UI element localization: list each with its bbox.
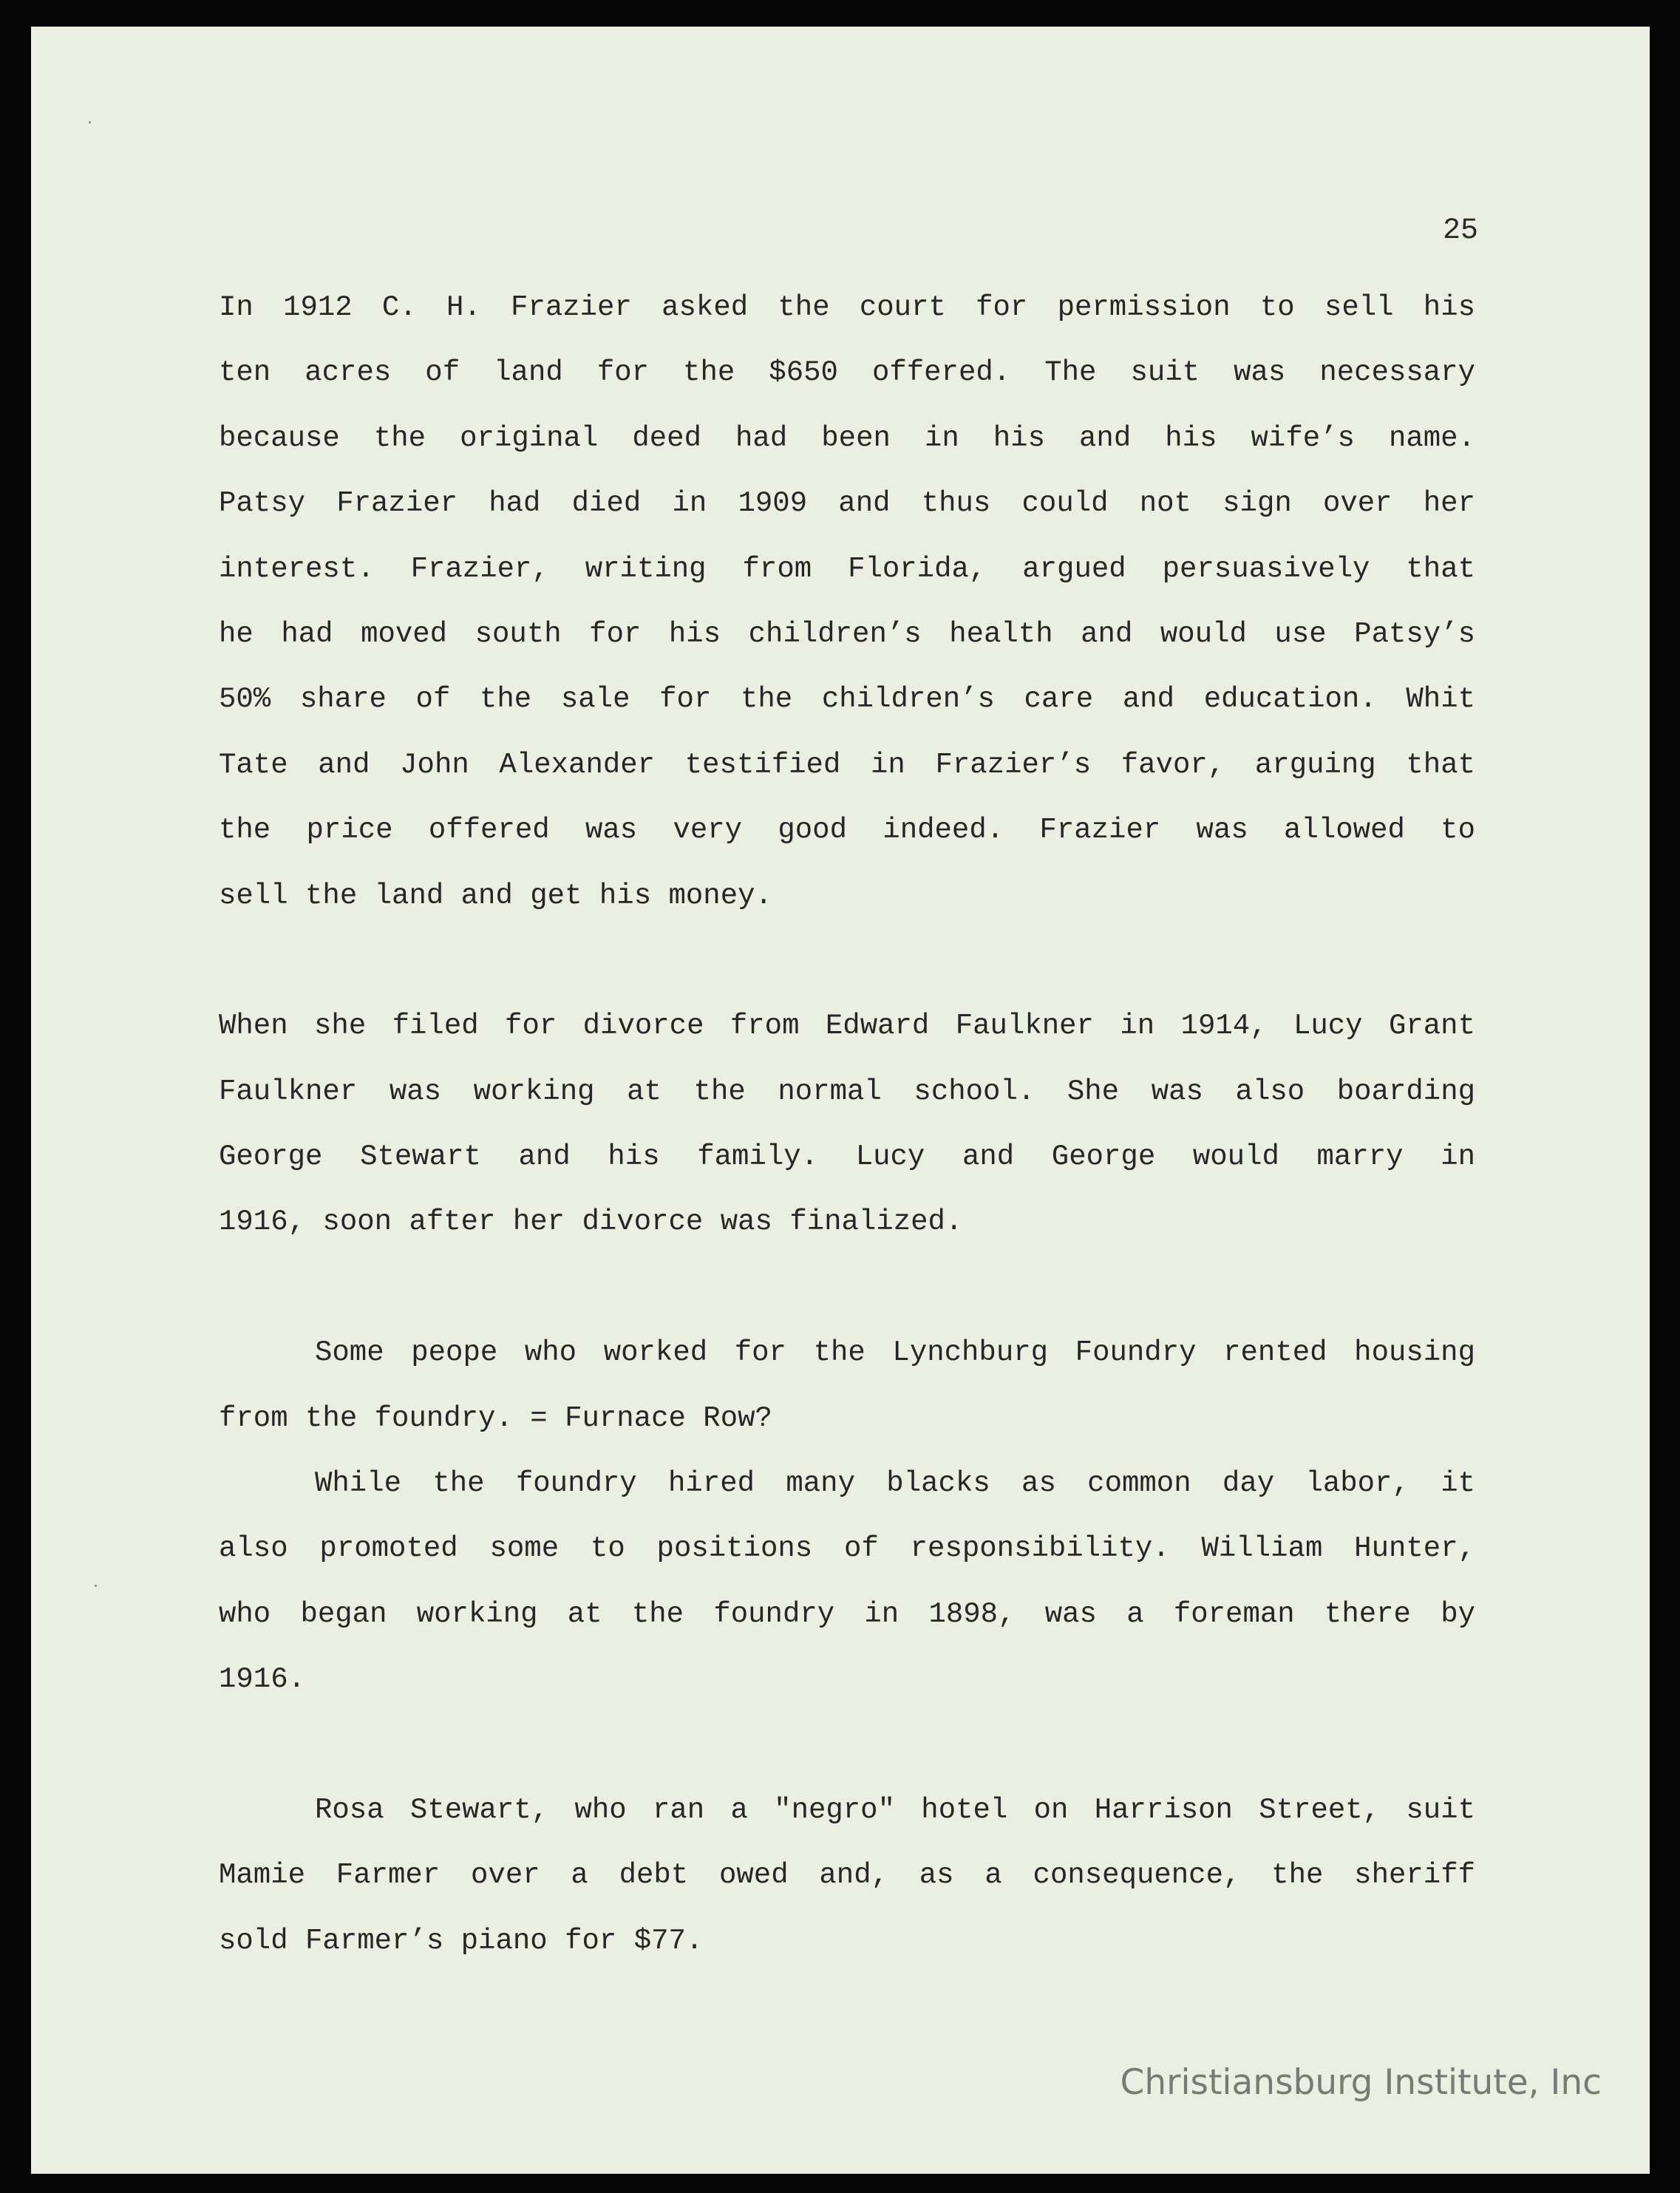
text-line: sell the land and get his money.	[219, 879, 772, 912]
text-line: Faulkner was working at the normal school. She was also boarding	[219, 1075, 1475, 1108]
paragraph-frazier	[219, 275, 1475, 928]
paper-speck	[89, 121, 91, 123]
text-line: In 1912 C. H. Frazier asked the court for permission to sell his	[219, 291, 1475, 324]
text-line: Rosa Stewart, who ran a "negro" hotel on Harrison Street, suit	[315, 1793, 1475, 1826]
paragraph-stewart-hotel	[219, 1778, 1475, 1973]
text-line: interest. Frazier, writing from Florida, argued persuasively that	[219, 552, 1475, 585]
text-line: also promoted some to positions of responsibility. William Hunter,	[219, 1532, 1475, 1565]
text-line: the price offered was very good indeed. Frazier was allowed to	[219, 814, 1475, 847]
text-line: Mamie Farmer over a debt owed and, as a consequence, the sheriff	[219, 1859, 1475, 1892]
paragraph-foundry-housing	[219, 1320, 1475, 1451]
text-line: ten acres of land for the $650 offered. The suit was necessary	[219, 356, 1475, 390]
text-line: because the original deed had been in his and his wife’s name.	[219, 421, 1475, 455]
paragraph-foundry-labor	[219, 1451, 1475, 1713]
text-line: Some peope who worked for the Lynchburg Foundry rented housing	[315, 1336, 1475, 1370]
paper-speck	[95, 1585, 97, 1587]
text-line: George Stewart and his family. Lucy and George would marry in	[219, 1140, 1475, 1174]
text-line: sold Farmer’s piano for $77.	[219, 1924, 704, 1957]
text-line: Patsy Frazier had died in 1909 and thus could not sign over her	[219, 487, 1475, 520]
paragraph-faulkner	[219, 993, 1475, 1255]
text-line: When she filed for divorce from Edward Faulkner in 1914, Lucy Grant	[219, 1010, 1475, 1043]
text-line: he had moved south for his children’s health and would use Patsy’s	[219, 617, 1475, 650]
document-body	[219, 275, 1475, 1973]
watermark: Christiansburg Institute, Inc	[1120, 2062, 1602, 2103]
text-line: 50% share of the sale for the children’s care and education. Whit	[219, 683, 1475, 716]
text-line: Tate and John Alexander testified in Frazier’s favor, arguing that	[219, 748, 1475, 781]
text-line: 1916.	[219, 1663, 306, 1696]
page-number: 25	[1442, 214, 1478, 248]
text-line: from the foundry. = Furnace Row?	[219, 1401, 772, 1435]
text-line: While the foundry hired many blacks as common day labor, it	[315, 1467, 1475, 1500]
text-line: who began working at the foundry in 1898, was a foreman there by	[219, 1597, 1475, 1631]
text-line: 1916, soon after her divorce was finalized.	[219, 1206, 963, 1239]
